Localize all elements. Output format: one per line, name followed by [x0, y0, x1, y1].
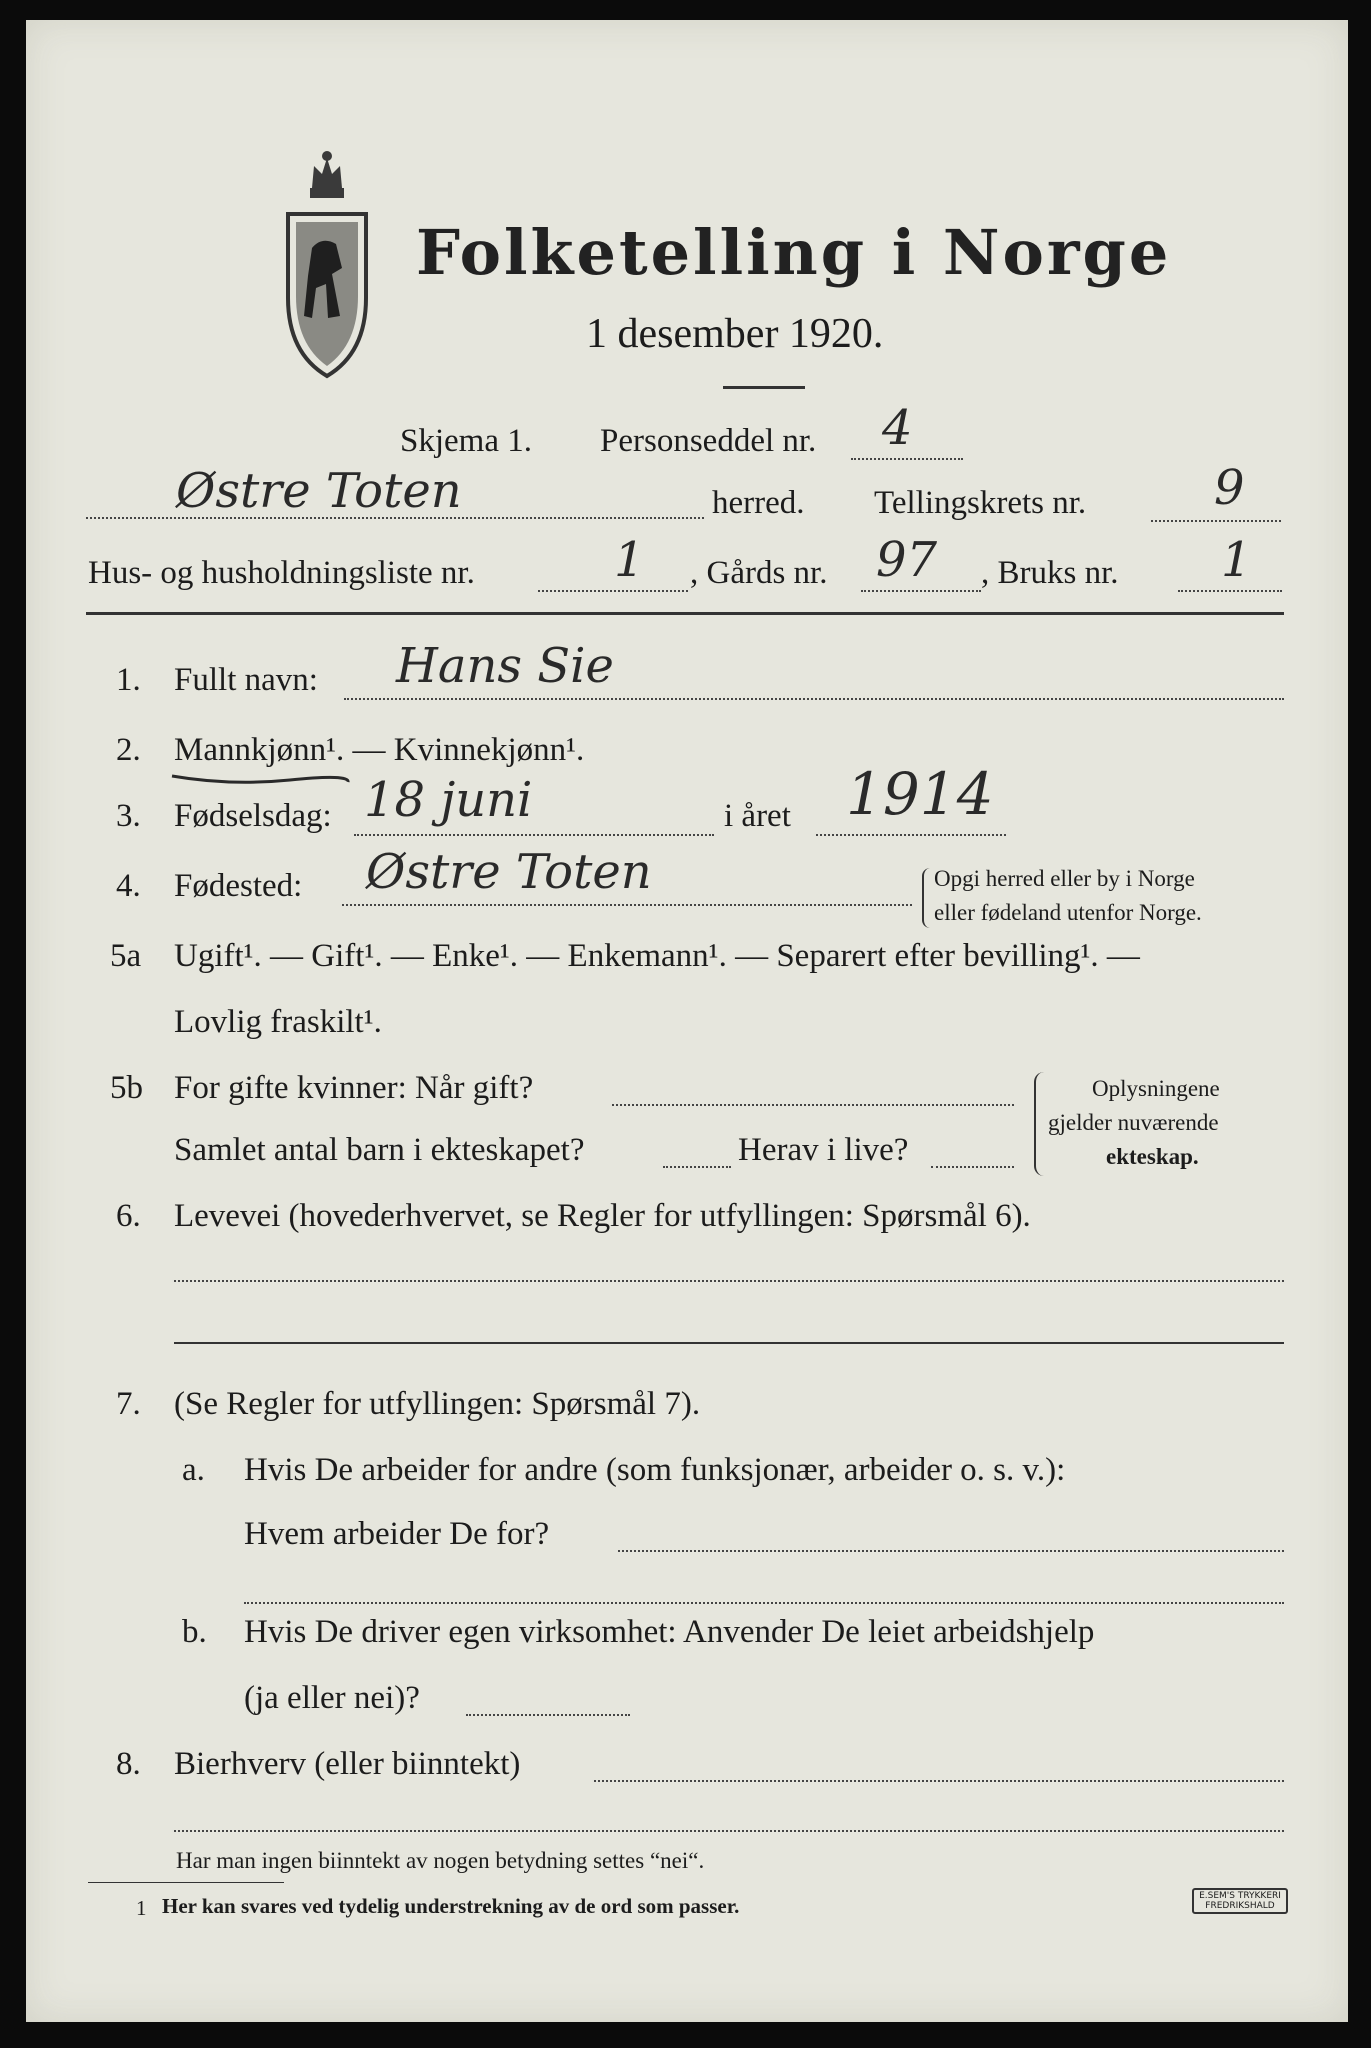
q5b-alive-line[interactable] — [931, 1166, 1014, 1168]
schema-label: Skjema 1. — [400, 423, 532, 459]
q3-year-value[interactable]: 1914 — [846, 760, 994, 828]
q8-note: Har man ingen biinntekt av nogen betydning settes “nei“. — [176, 1848, 705, 1873]
q7-number: 7. — [116, 1386, 141, 1422]
gards-value[interactable]: 97 — [876, 532, 938, 588]
footnote-mark: 1 — [136, 1896, 147, 1920]
q7a-number: a. — [182, 1452, 205, 1488]
q5a-number: 5a — [110, 938, 142, 974]
q5b-children-line[interactable] — [663, 1166, 731, 1168]
title-divider — [723, 386, 805, 389]
q4-note-line1: Opgi herred eller by i Norge — [934, 866, 1195, 891]
q4-number: 4. — [116, 868, 141, 904]
printer-stamp — [1192, 1888, 1288, 1914]
q5b-when-line[interactable] — [612, 1104, 1014, 1106]
q5b-number: 5b — [110, 1070, 143, 1106]
q2-handwritten-underline — [170, 770, 350, 790]
personseddel-line[interactable] — [851, 458, 963, 460]
q5b-note-line3: ekteskap. — [1106, 1144, 1199, 1169]
q7b-line1: Hvis De driver egen virksomhet: Anvender De leiet arbeidshjelp — [244, 1614, 1095, 1650]
q5b-note-line1: Oplysningene — [1092, 1076, 1220, 1101]
q7b-number: b. — [182, 1614, 207, 1650]
q3-number: 3. — [116, 798, 141, 834]
form-title: Folketelling i Norge — [416, 216, 1172, 289]
q1-label: Fullt navn: — [174, 662, 318, 698]
q5a-line2: Lovlig fraskilt¹. — [174, 1004, 382, 1040]
q8-number: 8. — [116, 1746, 141, 1782]
q5b-note-brace — [1034, 1072, 1044, 1176]
q5a-line1: Ugift¹. — Gift¹. — Enke¹. — Enkemann¹. — Separert efter bevilling¹. — — [174, 938, 1140, 974]
q7a-employer-line[interactable] — [618, 1550, 1284, 1552]
gards-line[interactable] — [861, 590, 981, 592]
q6-number: 6. — [116, 1198, 141, 1234]
q6-line1[interactable] — [174, 1280, 1284, 1282]
q1-value[interactable]: Hans Sie — [396, 638, 614, 694]
q3-year-line[interactable] — [816, 834, 1006, 836]
herred-value[interactable]: Østre Toten — [176, 463, 462, 519]
q8-text: Bierhverv (eller biinntekt) — [174, 1746, 521, 1782]
printer-stamp-line1: E.SEM'S TRYKKERI — [1199, 1891, 1281, 1901]
gards-label: , Gårds nr. — [690, 555, 828, 591]
personseddel-value[interactable]: 4 — [882, 400, 913, 456]
q3-value[interactable]: 18 juni — [364, 772, 533, 828]
q4-value[interactable]: Østre Toten — [366, 844, 652, 900]
tellingskrets-value[interactable]: 9 — [1214, 460, 1245, 516]
q6-line2 — [174, 1342, 1284, 1344]
q2-number: 2. — [116, 732, 141, 768]
q7a-extra-line[interactable] — [244, 1602, 1284, 1604]
q4-line[interactable] — [342, 904, 912, 906]
q4-label: Fødested: — [174, 868, 303, 904]
personseddel-label: Personseddel nr. — [600, 423, 817, 459]
tellingskrets-line[interactable] — [1151, 520, 1281, 522]
q7-text: (Se Regler for utfyllingen: Spørsmål 7). — [174, 1386, 701, 1422]
q3-label: Fødselsdag: — [174, 798, 332, 834]
bruks-line[interactable] — [1178, 590, 1282, 592]
printer-stamp-line2: FREDRIKSHALD — [1205, 1901, 1275, 1911]
hus-value[interactable]: 1 — [614, 532, 645, 588]
header-rule — [86, 612, 1284, 615]
census-form-page — [26, 20, 1348, 2022]
q5b-line1: For gifte kvinner: Når gift? — [174, 1070, 534, 1106]
q7a-line2: Hvem arbeider De for? — [244, 1516, 550, 1552]
q6-text: Levevei (hovederhvervet, se Regler for utfyllingen: Spørsmål 6). — [174, 1198, 1031, 1234]
q3-day-line[interactable] — [354, 834, 714, 836]
bruks-label: , Bruks nr. — [981, 555, 1119, 591]
tellingskrets-label: Tellingskrets nr. — [874, 485, 1087, 521]
q8-line2[interactable] — [174, 1830, 1284, 1832]
q3-year-label: i året — [724, 798, 791, 834]
q7a-line1: Hvis De arbeider for andre (som funksjonær, arbeider o. s. v.): — [244, 1452, 1066, 1488]
q5b-line2b: Herav i live? — [738, 1132, 909, 1168]
footnote-text: Her kan svares ved tydelig understrekning av de ord som passer. — [162, 1894, 740, 1918]
q1-line[interactable] — [344, 698, 1284, 700]
herred-label: herred. — [712, 485, 805, 521]
q1-number: 1. — [116, 662, 141, 698]
bruks-value[interactable]: 1 — [1221, 532, 1252, 588]
q7b-line2: (ja eller nei)? — [244, 1680, 420, 1716]
norwegian-coat-of-arms-icon — [282, 148, 372, 380]
q5b-note-line2: gjelder nuværende — [1048, 1110, 1219, 1135]
census-date: 1 desember 1920. — [586, 311, 884, 357]
q4-note-line2: eller fødeland utenfor Norge. — [934, 900, 1202, 925]
q7b-answer-line[interactable] — [466, 1714, 630, 1716]
q4-note-brace — [922, 868, 930, 928]
q8-line1[interactable] — [594, 1780, 1284, 1782]
hus-label: Hus- og husholdningsliste nr. — [88, 555, 475, 591]
q5b-line2a: Samlet antal barn i ekteskapet? — [174, 1132, 585, 1168]
hus-line[interactable] — [538, 590, 688, 592]
footnote-rule — [88, 1882, 284, 1883]
q2-text: Mannkjønn¹. — Kvinnekjønn¹. — [174, 732, 585, 768]
